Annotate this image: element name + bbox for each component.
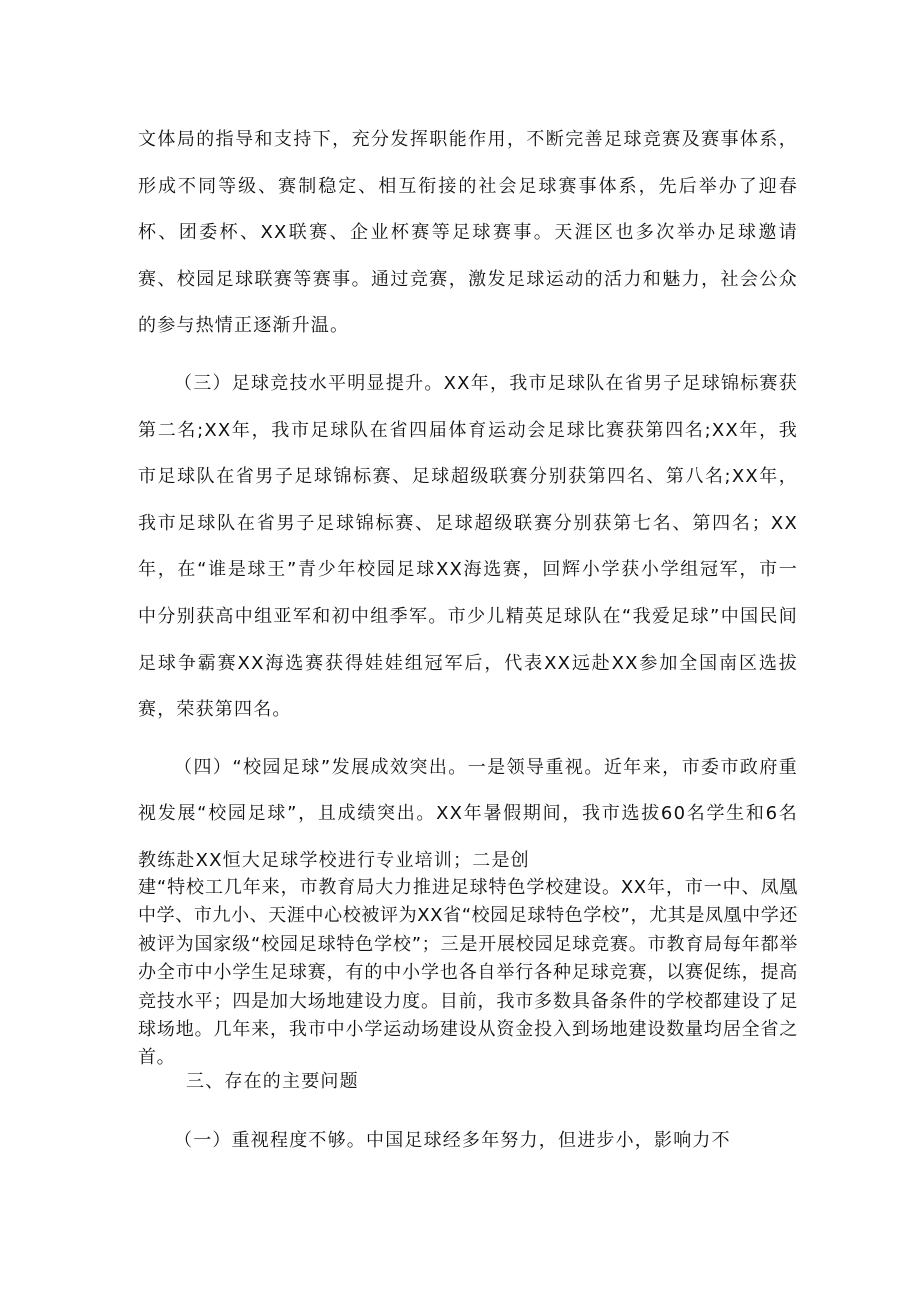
paragraph-competition-system: 文体局的指导和支持下，充分发挥职能作用，不断完善足球竞赛及赛事体系，形成不同等级、赛制稳定、相互衔接的社会足球赛事体系，先后举办了迎春杯、团委杯、XX联赛、企业杯赛等足球赛事。天涯区也多次举办足球邀请赛、校园足球联赛等赛事。通过竞赛，激发足球运动的活力和魅力，社会公众的参与热情正逐渐升温。 (138, 129, 798, 337)
body-text-upper (138, 117, 798, 885)
paragraph-campus-football: （四）“校园足球”发展成效突出。一是领导重视。近年来，市委市政府重视发展“校园足球”，且成绩突出。XX年暑假期间，我市选拔60名学生和6名教练赴XX恒大足球学校进行专业培训；二是创 (138, 756, 798, 871)
section-heading-main-problems: 三、存在的主要问题 (186, 1071, 359, 1092)
paragraph-characteristic-schools: 建“特校工几年来，市教育局大力推进足球特色学校建设。XX年，市一中、凤凰中学、市九小、天涯中心校被评为XX省“校园足球特色学校”，尤其是凤凰中学还被评为国家级“校园足球特色学校”；三是开展校园足球竞赛。市教育局每年都举办全市中小学生足球赛，有的中小学也各自举行各种足球竞赛，以赛促练，提高竞技水平；四是加大场地建设力度。目前，我市多数具备条件的学校都建设了足球场地。几年来，我市中小学运动场建设从资金投入到场地建设数量均居全省之首。 (138, 877, 798, 1069)
paragraph-competitive-level: （三）足球竞技水平明显提升。XX年，我市足球队在省男子足球锦标赛获第二名;XX年，我市足球队在省四届体育运动会足球比赛获第四名;XX年，我市足球队在省男子足球锦标赛、足球超级联赛分别获第四名、第八名;XX年，我市足球队在省男子足球锦标赛、足球超级联赛分别获第七名、第四名；XX年，在“谁是球王”青少年校园足球XX海选赛，回辉小学获小学组冠军，市一中分别获高中组亚军和初中组季军。市少儿精英足球队在“我爱足球”中国民间足球争霸赛XX海选赛获得娃娃组冠军后，代表XX远赴XX参加全国南区选拔赛，荣获第四名。 (138, 372, 798, 721)
paragraph-insufficient-attention: （一）重视程度不够。中国足球经多年努力，但进步小，影响力不 (174, 1130, 731, 1151)
body-text-lower (138, 874, 798, 1073)
